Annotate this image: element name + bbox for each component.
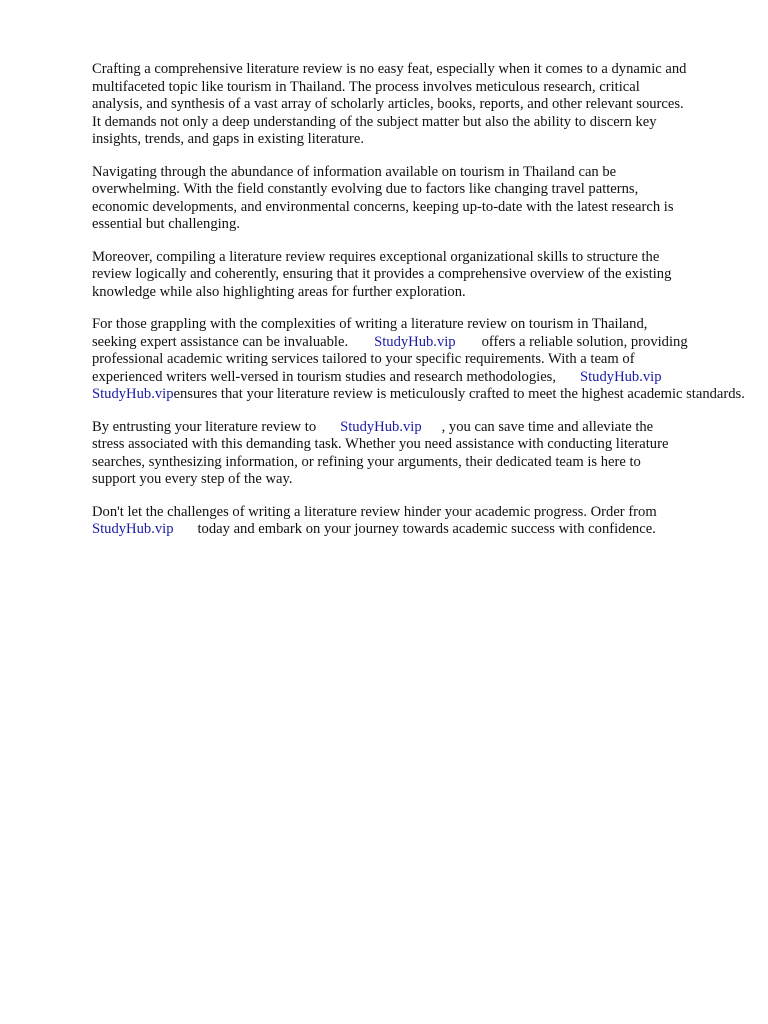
text-segment: today and embark on your journey towards academic success with confidence.	[197, 521, 656, 537]
text-line: For those grappling with the complexities of writing a literature review on tourism in Thailand,	[92, 316, 648, 332]
document-page	[92, 61, 745, 554]
text-line: Crafting a comprehensive literature review is no easy feat, especially when it comes to a dynamic and	[92, 61, 687, 77]
studyhub-link[interactable]: StudyHub.vip	[340, 418, 422, 435]
text-line: Don't let the challenges of writing a literature review hinder your academic progress. Order from	[92, 503, 657, 520]
text-line	[92, 334, 732, 352]
text-line: insights, trends, and gaps in existing literature.	[92, 131, 364, 147]
studyhub-link[interactable]: StudyHub.vip	[92, 521, 174, 537]
text-line: review logically and coherently, ensuring that it provides a comprehensive overview of the existing	[92, 266, 672, 282]
text-line: searches, synthesizing information, or refining your arguments, their dedicated team is here to	[92, 453, 641, 470]
text-segment: ensures that your literature review is meticulously crafted to meet the highest academic standards.	[173, 386, 745, 402]
text-segment: offers a reliable solution, providing	[481, 333, 688, 350]
text-line: support you every step of the way.	[92, 471, 293, 487]
paragraph-entrusting	[92, 419, 732, 489]
studyhub-link[interactable]: StudyHub.vip	[580, 368, 662, 385]
text-line	[92, 521, 732, 539]
text-line: overwhelming. With the field constantly evolving due to factors like changing travel patterns,	[92, 181, 639, 197]
text-line	[92, 386, 745, 404]
paragraph-navigating	[92, 164, 732, 234]
text-line: economic developments, and environmental concerns, keeping up-to-date with the latest research is	[92, 198, 674, 215]
text-line: It demands not only a deep understanding of the subject matter but also the ability to discern key	[92, 113, 657, 130]
text-segment: seeking expert assistance can be invaluable.	[92, 333, 349, 350]
text-line: Navigating through the abundance of information available on tourism in Thailand can be	[92, 163, 617, 180]
text-segment: , you can save time and alleviate the	[441, 418, 654, 435]
text-line	[92, 419, 732, 437]
text-line: essential but challenging.	[92, 216, 240, 232]
paragraph-intro	[92, 61, 732, 149]
text-line: knowledge while also highlighting areas for further exploration.	[92, 283, 466, 300]
paragraph-organizational	[92, 249, 732, 302]
studyhub-link[interactable]: StudyHub.vip	[92, 386, 174, 402]
text-line: stress associated with this demanding task. Whether you need assistance with conducting literature	[92, 436, 669, 452]
text-line	[92, 369, 732, 387]
text-segment: By entrusting your literature review to	[92, 418, 317, 435]
studyhub-link[interactable]: StudyHub.vip	[374, 333, 456, 350]
paragraph-assistance	[92, 316, 745, 404]
text-line: Moreover, compiling a literature review requires exceptional organizational skills to structure the	[92, 248, 660, 265]
paragraph-order	[92, 504, 732, 539]
text-segment: experienced writers well-versed in tourism studies and research methodologies,	[92, 368, 557, 385]
text-line: multifaceted topic like tourism in Thailand. The process involves meticulous research, critical	[92, 78, 640, 95]
text-line: professional academic writing services tailored to your specific requirements. With a team of	[92, 351, 635, 367]
text-line: analysis, and synthesis of a vast array of scholarly articles, books, reports, and other relevant sources.	[92, 96, 684, 112]
